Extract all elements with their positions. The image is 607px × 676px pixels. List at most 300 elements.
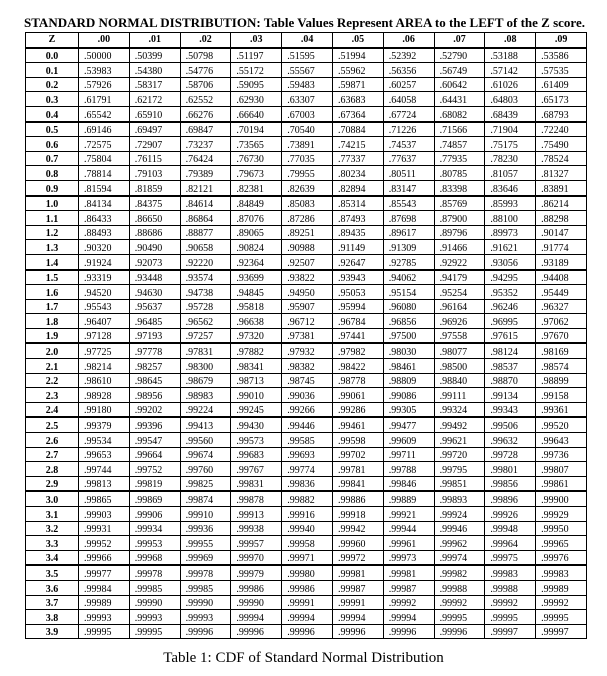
probability-cell: .99202 [129, 402, 180, 417]
probability-cell: .99767 [231, 462, 282, 477]
probability-cell: .99989 [79, 595, 130, 610]
probability-cell: .82381 [231, 180, 282, 195]
table-row [26, 48, 587, 63]
probability-cell: .99997 [485, 624, 536, 639]
z-value-cell: 1.9 [26, 328, 79, 343]
probability-cell: .87493 [332, 211, 383, 226]
probability-cell: .85993 [485, 196, 536, 211]
z-value-cell: 1.1 [26, 211, 79, 226]
probability-cell: .99446 [282, 417, 333, 432]
table-title: STANDARD NORMAL DISTRIBUTION: Table Values Represent AREA to the LEFT of the Z score. [24, 15, 585, 30]
probability-cell: .98300 [180, 359, 231, 374]
probability-cell: .99836 [282, 476, 333, 491]
table-row [26, 536, 587, 551]
table-row [26, 417, 587, 432]
column-header: .04 [282, 33, 333, 48]
probability-cell: .88100 [485, 211, 536, 226]
probability-cell: .99953 [129, 536, 180, 551]
probability-cell: .99995 [79, 624, 130, 639]
probability-cell: .99632 [485, 433, 536, 448]
z-value-cell: 0.1 [26, 63, 79, 78]
table-row [26, 254, 587, 269]
probability-cell: .77337 [332, 151, 383, 166]
probability-cell: .99795 [434, 462, 485, 477]
table-row [26, 595, 587, 610]
probability-cell: .99938 [231, 521, 282, 536]
table-row [26, 476, 587, 491]
probability-cell: .50399 [129, 48, 180, 63]
column-header: .03 [231, 33, 282, 48]
probability-cell: .60257 [383, 77, 434, 92]
probability-cell: .98030 [383, 343, 434, 358]
probability-cell: .99990 [129, 595, 180, 610]
probability-cell: .69146 [79, 122, 130, 137]
z-value-cell: 3.8 [26, 610, 79, 625]
probability-cell: .55962 [332, 63, 383, 78]
probability-cell: .99010 [231, 388, 282, 403]
probability-cell: .99993 [129, 610, 180, 625]
probability-cell: .99993 [180, 610, 231, 625]
probability-cell: .99702 [332, 447, 383, 462]
table-row [26, 77, 587, 92]
probability-cell: .99921 [383, 507, 434, 522]
probability-cell: .99974 [434, 550, 485, 565]
probability-cell: .83891 [536, 180, 587, 195]
table-row [26, 166, 587, 181]
probability-cell: .99986 [282, 580, 333, 595]
column-header: .06 [383, 33, 434, 48]
probability-cell: .89617 [383, 225, 434, 240]
probability-cell: .71226 [383, 122, 434, 137]
z-value-cell: 3.7 [26, 595, 79, 610]
probability-cell: .52790 [434, 48, 485, 63]
probability-cell: .61791 [79, 92, 130, 107]
probability-cell: .94630 [129, 285, 180, 300]
probability-cell: .64431 [434, 92, 485, 107]
probability-cell: .70194 [231, 122, 282, 137]
probability-cell: .54380 [129, 63, 180, 78]
probability-cell: .99958 [282, 536, 333, 551]
probability-cell: .75490 [536, 137, 587, 152]
probability-cell: .98778 [332, 373, 383, 388]
probability-cell: .96712 [282, 314, 333, 329]
probability-cell: .79103 [129, 166, 180, 181]
probability-cell: .61409 [536, 77, 587, 92]
table-row [26, 373, 587, 388]
column-header: .00 [79, 33, 130, 48]
probability-cell: .77935 [434, 151, 485, 166]
table-row [26, 285, 587, 300]
probability-cell: .99989 [536, 580, 587, 595]
probability-cell: .54776 [180, 63, 231, 78]
probability-cell: .99961 [383, 536, 434, 551]
probability-cell: .67724 [383, 106, 434, 121]
probability-cell: .99889 [383, 491, 434, 506]
table-row [26, 462, 587, 477]
probability-cell: .99674 [180, 447, 231, 462]
z-value-cell: 3.3 [26, 536, 79, 551]
probability-cell: .99886 [332, 491, 383, 506]
table-row [26, 507, 587, 522]
probability-cell: .96407 [79, 314, 130, 329]
probability-cell: .99995 [129, 624, 180, 639]
probability-cell: .99324 [434, 402, 485, 417]
probability-cell: .98077 [434, 343, 485, 358]
probability-cell: .94295 [485, 270, 536, 285]
table-row [26, 610, 587, 625]
probability-cell: .81594 [79, 180, 130, 195]
z-value-cell: 0.6 [26, 137, 79, 152]
probability-cell: .98574 [536, 359, 587, 374]
probability-cell: .99944 [383, 521, 434, 536]
probability-cell: .99964 [485, 536, 536, 551]
probability-cell: .96485 [129, 314, 180, 329]
probability-cell: .62172 [129, 92, 180, 107]
z-value-cell: 3.4 [26, 550, 79, 565]
z-value-cell: 0.4 [26, 106, 79, 121]
probability-cell: .99942 [332, 521, 383, 536]
probability-cell: .91774 [536, 240, 587, 255]
probability-cell: .99683 [231, 447, 282, 462]
probability-cell: .99940 [282, 521, 333, 536]
probability-cell: .73237 [180, 137, 231, 152]
probability-cell: .99980 [282, 565, 333, 580]
probability-cell: .99788 [383, 462, 434, 477]
probability-cell: .99987 [332, 580, 383, 595]
probability-cell: .57142 [485, 63, 536, 78]
probability-cell: .90824 [231, 240, 282, 255]
probability-cell: .99996 [434, 624, 485, 639]
table-row [26, 314, 587, 329]
probability-cell: .89796 [434, 225, 485, 240]
probability-cell: .99948 [485, 521, 536, 536]
probability-cell: .96164 [434, 299, 485, 314]
probability-cell: .97670 [536, 328, 587, 343]
probability-cell: .68793 [536, 106, 587, 121]
probability-cell: .95637 [129, 299, 180, 314]
probability-cell: .99846 [383, 476, 434, 491]
probability-cell: .99396 [129, 417, 180, 432]
probability-cell: .51994 [332, 48, 383, 63]
probability-cell: .97932 [282, 343, 333, 358]
probability-cell: .99711 [383, 447, 434, 462]
probability-cell: .60642 [434, 77, 485, 92]
probability-cell: .99851 [434, 476, 485, 491]
z-value-cell: 1.4 [26, 254, 79, 269]
z-value-cell: 1.8 [26, 314, 79, 329]
probability-cell: .93189 [536, 254, 587, 269]
probability-cell: .99893 [434, 491, 485, 506]
table-row [26, 137, 587, 152]
probability-cell: .99664 [129, 447, 180, 462]
probability-cell: .96926 [434, 314, 485, 329]
probability-cell: .99988 [485, 580, 536, 595]
probability-cell: .70884 [332, 122, 383, 137]
probability-cell: .99609 [383, 433, 434, 448]
probability-cell: .99534 [79, 433, 130, 448]
probability-cell: .99728 [485, 447, 536, 462]
z-value-cell: 2.9 [26, 476, 79, 491]
probability-cell: .87286 [282, 211, 333, 226]
probability-cell: .64803 [485, 92, 536, 107]
probability-cell: .92507 [282, 254, 333, 269]
table-row [26, 447, 587, 462]
probability-cell: .95543 [79, 299, 130, 314]
z-value-cell: 1.6 [26, 285, 79, 300]
probability-cell: .99903 [79, 507, 130, 522]
probability-cell: .99245 [231, 402, 282, 417]
z-value-cell: 1.2 [26, 225, 79, 240]
probability-cell: .99781 [332, 462, 383, 477]
probability-cell: .99992 [485, 595, 536, 610]
z-value-cell: 3.2 [26, 521, 79, 536]
probability-cell: .56749 [434, 63, 485, 78]
probability-cell: .95728 [180, 299, 231, 314]
probability-cell: .99992 [383, 595, 434, 610]
probability-cell: .99916 [282, 507, 333, 522]
probability-cell: .99643 [536, 433, 587, 448]
probability-cell: .92364 [231, 254, 282, 269]
probability-cell: .99957 [231, 536, 282, 551]
probability-cell: .99461 [332, 417, 383, 432]
probability-cell: .93319 [79, 270, 130, 285]
table-row [26, 180, 587, 195]
probability-cell: .98461 [383, 359, 434, 374]
probability-cell: .97831 [180, 343, 231, 358]
table-row [26, 63, 587, 78]
probability-cell: .98382 [282, 359, 333, 374]
probability-cell: .99286 [332, 402, 383, 417]
column-header: .02 [180, 33, 231, 48]
table-row [26, 328, 587, 343]
probability-cell: .99993 [79, 610, 130, 625]
probability-cell: .99996 [282, 624, 333, 639]
probability-cell: .99926 [485, 507, 536, 522]
probability-cell: .77637 [383, 151, 434, 166]
probability-cell: .99970 [231, 550, 282, 565]
z-value-cell: 2.1 [26, 359, 79, 374]
probability-cell: .99996 [332, 624, 383, 639]
probability-cell: .85543 [383, 196, 434, 211]
probability-cell: .99996 [180, 624, 231, 639]
table-row [26, 359, 587, 374]
z-value-cell: 2.8 [26, 462, 79, 477]
probability-cell: .97257 [180, 328, 231, 343]
probability-cell: .83147 [383, 180, 434, 195]
probability-cell: .98928 [79, 388, 130, 403]
probability-cell: .99878 [231, 491, 282, 506]
probability-cell: .99874 [180, 491, 231, 506]
probability-cell: .99736 [536, 447, 587, 462]
probability-cell: .91621 [485, 240, 536, 255]
probability-cell: .99996 [231, 624, 282, 639]
probability-cell: .99036 [282, 388, 333, 403]
probability-cell: .99985 [129, 580, 180, 595]
z-value-cell: 2.3 [26, 388, 79, 403]
probability-cell: .99813 [79, 476, 130, 491]
probability-cell: .77035 [282, 151, 333, 166]
probability-cell: .97615 [485, 328, 536, 343]
probability-cell: .94738 [180, 285, 231, 300]
probability-cell: .99994 [332, 610, 383, 625]
z-value-cell: 2.5 [26, 417, 79, 432]
probability-cell: .99995 [485, 610, 536, 625]
probability-cell: .86864 [180, 211, 231, 226]
column-header-z: Z [26, 33, 79, 48]
z-value-cell: 0.3 [26, 92, 79, 107]
probability-cell: .59483 [282, 77, 333, 92]
probability-cell: .95352 [485, 285, 536, 300]
probability-cell: .93822 [282, 270, 333, 285]
probability-cell: .99477 [383, 417, 434, 432]
probability-cell: .95907 [282, 299, 333, 314]
table-row [26, 240, 587, 255]
probability-cell: .88493 [79, 225, 130, 240]
probability-cell: .99520 [536, 417, 587, 432]
probability-cell: .99983 [536, 565, 587, 580]
probability-cell: .50000 [79, 48, 130, 63]
probability-cell: .71904 [485, 122, 536, 137]
probability-cell: .99994 [282, 610, 333, 625]
probability-cell: .76115 [129, 151, 180, 166]
probability-cell: .53586 [536, 48, 587, 63]
probability-cell: .78814 [79, 166, 130, 181]
probability-cell: .99991 [332, 595, 383, 610]
probability-cell: .85314 [332, 196, 383, 211]
probability-cell: .68439 [485, 106, 536, 121]
probability-cell: .75175 [485, 137, 536, 152]
probability-cell: .99547 [129, 433, 180, 448]
probability-cell: .98870 [485, 373, 536, 388]
probability-cell: .99111 [434, 388, 485, 403]
probability-cell: .63307 [282, 92, 333, 107]
z-value-cell: 1.0 [26, 196, 79, 211]
probability-cell: .87076 [231, 211, 282, 226]
probability-cell: .99987 [383, 580, 434, 595]
probability-cell: .90147 [536, 225, 587, 240]
table-row [26, 521, 587, 536]
column-header: .05 [332, 33, 383, 48]
probability-cell: .84134 [79, 196, 130, 211]
probability-cell: .87698 [383, 211, 434, 226]
probability-cell: .99918 [332, 507, 383, 522]
probability-cell: .53983 [79, 63, 130, 78]
probability-cell: .59095 [231, 77, 282, 92]
probability-cell: .99379 [79, 417, 130, 432]
probability-cell: .97725 [79, 343, 130, 358]
probability-cell: .66276 [180, 106, 231, 121]
probability-cell: .90490 [129, 240, 180, 255]
table-row [26, 92, 587, 107]
probability-cell: .72575 [79, 137, 130, 152]
probability-cell: .58706 [180, 77, 231, 92]
probability-cell: .98537 [485, 359, 536, 374]
probability-cell: .52392 [383, 48, 434, 63]
probability-cell: .99975 [485, 550, 536, 565]
probability-cell: .92073 [129, 254, 180, 269]
probability-cell: .79389 [180, 166, 231, 181]
probability-cell: .72907 [129, 137, 180, 152]
probability-cell: .99950 [536, 521, 587, 536]
probability-cell: .91466 [434, 240, 485, 255]
probability-cell: .97193 [129, 328, 180, 343]
z-value-cell: 0.5 [26, 122, 79, 137]
z-value-cell: 0.0 [26, 48, 79, 63]
table-row [26, 491, 587, 506]
probability-cell: .89973 [485, 225, 536, 240]
table-row [26, 580, 587, 595]
probability-cell: .89251 [282, 225, 333, 240]
probability-cell: .98679 [180, 373, 231, 388]
probability-cell: .99693 [282, 447, 333, 462]
probability-cell: .99972 [332, 550, 383, 565]
probability-cell: .78230 [485, 151, 536, 166]
probability-cell: .92922 [434, 254, 485, 269]
z-value-cell: 2.0 [26, 343, 79, 358]
probability-cell: .74857 [434, 137, 485, 152]
probability-cell: .58317 [129, 77, 180, 92]
probability-cell: .98214 [79, 359, 130, 374]
probability-cell: .84614 [180, 196, 231, 211]
probability-cell: .99978 [129, 565, 180, 580]
table-row [26, 106, 587, 121]
probability-cell: .98645 [129, 373, 180, 388]
probability-cell: .99807 [536, 462, 587, 477]
probability-cell: .67364 [332, 106, 383, 121]
probability-cell: .87900 [434, 211, 485, 226]
probability-cell: .98169 [536, 343, 587, 358]
probability-cell: .99994 [231, 610, 282, 625]
probability-cell: .71566 [434, 122, 485, 137]
probability-cell: .96638 [231, 314, 282, 329]
z-value-cell: 0.8 [26, 166, 79, 181]
probability-cell: .88877 [180, 225, 231, 240]
probability-cell: .57535 [536, 63, 587, 78]
probability-cell: .97128 [79, 328, 130, 343]
probability-cell: .95449 [536, 285, 587, 300]
probability-cell: .80785 [434, 166, 485, 181]
probability-cell: .99990 [180, 595, 231, 610]
probability-cell: .99180 [79, 402, 130, 417]
probability-cell: .99224 [180, 402, 231, 417]
probability-cell: .99986 [231, 580, 282, 595]
z-value-cell: 2.7 [26, 447, 79, 462]
probability-cell: .89065 [231, 225, 282, 240]
probability-cell: .56356 [383, 63, 434, 78]
probability-cell: .93699 [231, 270, 282, 285]
probability-cell: .93574 [180, 270, 231, 285]
probability-cell: .99361 [536, 402, 587, 417]
probability-cell: .98422 [332, 359, 383, 374]
probability-cell: .73565 [231, 137, 282, 152]
probability-cell: .97982 [332, 343, 383, 358]
z-value-cell: 2.4 [26, 402, 79, 417]
probability-cell: .98956 [129, 388, 180, 403]
probability-cell: .99971 [282, 550, 333, 565]
probability-cell: .89435 [332, 225, 383, 240]
probability-cell: .83646 [485, 180, 536, 195]
z-value-cell: 1.3 [26, 240, 79, 255]
probability-cell: .99981 [383, 565, 434, 580]
probability-cell: .67003 [282, 106, 333, 121]
probability-cell: .99906 [129, 507, 180, 522]
probability-cell: .59871 [332, 77, 383, 92]
probability-cell: .97381 [282, 328, 333, 343]
table-row [26, 388, 587, 403]
probability-cell: .65173 [536, 92, 587, 107]
z-value-cell: 2.6 [26, 433, 79, 448]
probability-cell: .94062 [383, 270, 434, 285]
